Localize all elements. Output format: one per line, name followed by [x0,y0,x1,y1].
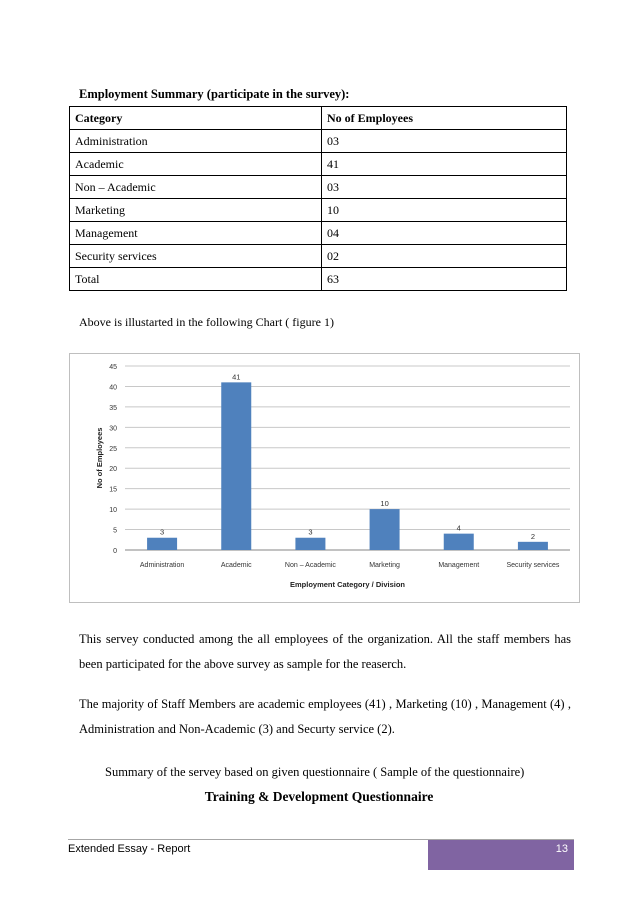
table-cell-count: 04 [322,222,567,245]
table-row [70,222,567,245]
bar [370,509,400,550]
table-cell-count: 03 [322,176,567,199]
bar-data-label: 2 [530,531,536,541]
y-tick-label: 5 [113,527,117,535]
page-number: 13 [555,843,568,855]
bar [221,382,251,550]
bar-chart-figure [69,353,580,603]
y-axis-title: No of Employees [95,427,104,489]
table-cell-count: 02 [322,245,567,268]
table-cell-count: 03 [322,130,567,153]
y-tick-label: 45 [109,364,117,371]
y-tick-label: 25 [109,445,117,453]
x-category-label: Non – Academic [284,562,336,569]
table-cell-category: Non – Academic [70,176,322,199]
bar [518,542,548,550]
employment-summary-table [69,106,567,291]
table-row-total [70,268,567,291]
table-cell-count: 63 [322,268,567,291]
table-cell-category: Marketing [70,199,322,222]
questionnaire-summary-line: Summary of the servey based on given questionnaire ( Sample of the questionnaire) [105,765,525,779]
y-tick-label: 0 [113,548,117,555]
bar-data-label: 3 [159,527,165,537]
table-header-category: Category [70,107,322,130]
y-tick-label: 15 [109,486,117,494]
x-axis-title: Employment Category / Division [289,580,406,589]
table-row [70,176,567,199]
bar-data-label: 3 [308,527,313,537]
table-row [70,245,567,268]
survey-description-paragraph: This servey conducted among the all employees of the organization. All the staff members has been participated for the above survey as sample for the reaserch. [79,632,571,671]
chart-caption: Above is illustarted in the following Chart ( figure 1) [79,315,334,329]
table-row [70,130,567,153]
x-category-label: Management [438,562,480,569]
x-category-label: Security services [506,562,560,569]
x-category-label: Administration [139,562,185,569]
table-cell-category: Total [70,268,322,291]
bar-data-label: 4 [456,523,461,533]
table-header-employees: No of Employees [322,107,567,130]
table-cell-category: Academic [70,153,322,176]
footer-label: Extended Essay - Report [68,843,191,855]
majority-summary-paragraph: The majority of Staff Members are academic employees (41) , Marketing (10) , Management (4) , Administration and Non-Academic (3) and Securty service (2). [79,697,571,736]
y-tick-label: 20 [109,466,117,474]
questionnaire-title: Training & Development Questionnaire [204,789,434,804]
x-category-label: Academic [220,562,252,569]
x-category-label: Marketing [369,562,400,569]
y-tick-label: 10 [109,507,117,515]
table-cell-category: Management [70,222,322,245]
y-tick-label: 35 [109,404,117,412]
bar-data-label: 10 [380,499,389,509]
y-tick-label: 30 [109,425,117,433]
table-cell-count: 10 [322,199,567,222]
y-tick-label: 40 [109,384,117,392]
bar-data-label: 41 [232,372,241,382]
table-cell-category: Administration [70,130,322,153]
bar-chart [70,354,579,602]
table-header-row [70,107,567,130]
table-cell-category: Security services [70,245,322,268]
table-cell-count: 41 [322,153,567,176]
bar [444,534,474,550]
bar [295,538,325,550]
table-row [70,199,567,222]
section-heading: Employment Summary (participate in the survey): [79,87,350,101]
table-row [70,153,567,176]
bar [147,538,177,550]
